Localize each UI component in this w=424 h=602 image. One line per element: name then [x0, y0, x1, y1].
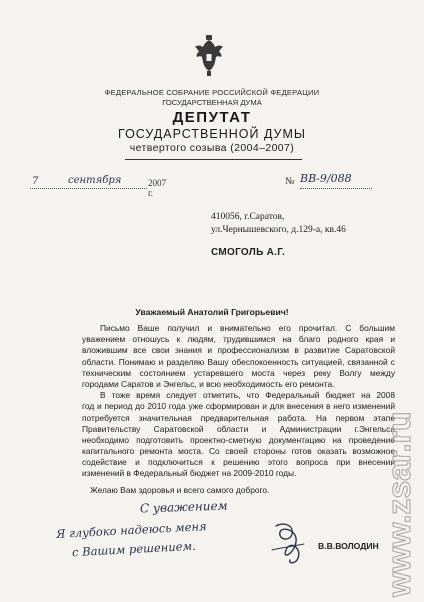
closing-wish: Желаю Вам здоровья и всего самого доброго. — [90, 485, 270, 495]
letterhead-subtitle: ГОСУДАРСТВЕННОЙ ДУМЫ — [118, 127, 306, 141]
org-line-1: ФЕДЕРАЛЬНОЕ СОБРАНИЕ РОССИЙСКОЙ ФЕДЕРАЦИИ — [104, 88, 320, 97]
handwritten-regards: С уважением — [139, 498, 228, 516]
date-day: 7 — [32, 176, 39, 187]
body-line: уважением отношусь к людям, трудившимся на благо родного края и — [82, 334, 395, 345]
handwritten-note-line-1: Я глубоко надеюсь меня — [55, 519, 207, 541]
org-line-2: ГОСУДАРСТВЕННАЯ ДУМА — [162, 98, 262, 107]
body-line: необходимо подготовить проектно-сметную документацию на проведение — [82, 434, 395, 445]
body-line: Правительству Саратовской области и Администрации г.Энгельса — [82, 423, 395, 434]
recipient-name: СМОГОЛЬ А.Г. — [211, 247, 286, 258]
body-line: вложившим все свои знания и профессионализм в развитие Саратовской — [82, 345, 395, 356]
watermark-text: www.zsar.ru — [381, 411, 417, 597]
site-watermark — [372, 272, 422, 602]
salutation: Уважаемый Анатолий Григорьевич! — [135, 307, 289, 317]
letter-body — [82, 323, 395, 480]
body-line: городами Саратов и Энгельс, и всю необходимость его ремонта. — [82, 378, 335, 389]
body-line: Письмо Ваше получил и внимательно его прочитал. С большим — [100, 323, 395, 333]
address-line-1: 410056, г.Саратов, — [211, 212, 285, 222]
reference-number-value: ВВ-9/088 — [300, 172, 352, 185]
date-underline — [30, 188, 147, 189]
convocation-line: четвертого созыва (2004–2007) — [129, 142, 295, 154]
body-line: капитального ремонта моста. Со своей стороны готов оказать возможное — [82, 446, 395, 457]
body-line: содействие и подключиться к решению этого вопроса при внесении — [82, 457, 395, 468]
reference-number-label: № — [285, 176, 295, 187]
address-line-2: ул.Чернышевского, д.129-а, кв.46 — [211, 225, 346, 235]
date-month: сентября — [68, 175, 122, 186]
body-line: техническим состоянием устаревшего моста через реку Волгу между — [82, 367, 395, 378]
letterhead-title: ДЕПУТАТ — [172, 109, 252, 126]
handwritten-note-line-2: с Вашим решением. — [71, 538, 197, 560]
signer-name: В.В.ВОЛОДИН — [318, 541, 379, 551]
date-year: 2007 г. — [148, 178, 166, 198]
letterhead-divider — [125, 159, 302, 160]
reference-number-underline — [300, 188, 372, 189]
body-line: В тоже время следует отметить, что Федеральный бюджет на 2008 — [100, 390, 395, 401]
body-line: потребуется значительная предварительная работа. На первом этапе — [82, 412, 395, 423]
body-line: области. Понимаю и разделяю Вашу обеспокоенность ситуацией, связанной с — [82, 356, 395, 367]
body-line: изменений в Федеральный бюджет на 2009-2010 годы. — [82, 468, 297, 479]
body-line: год и период до 2010 года уже сформирован и для внесения в него изменений — [82, 401, 395, 412]
double-headed-eagle-icon — [193, 34, 225, 78]
signature — [268, 520, 308, 566]
